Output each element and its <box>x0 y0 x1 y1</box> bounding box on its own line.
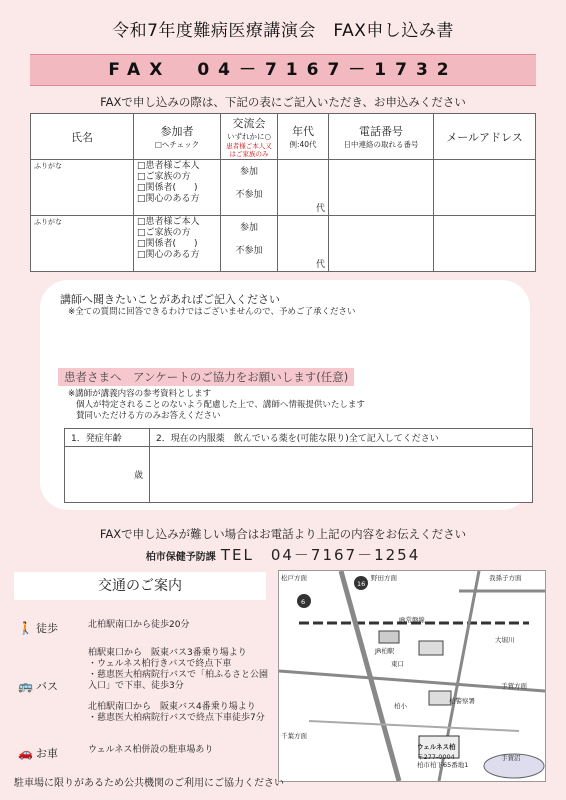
map-label: 手賀方面 <box>501 682 527 690</box>
fax-number: FAX 04－7167－1732 <box>108 60 458 80</box>
map-label: 16 <box>357 580 366 588</box>
header-phone: 電話番号 日中連絡の取れる番号 <box>329 114 434 160</box>
walk-text: 北柏駅南口から徒歩20分 <box>88 620 190 630</box>
map-label: ウェルネス柏 <box>417 743 456 751</box>
email-field[interactable] <box>434 160 536 216</box>
map-drawing <box>279 571 545 781</box>
map-label: 野田方面 <box>371 574 397 582</box>
survey-title: 患者さまへ アンケートのご協力をお願いします(任意) <box>58 368 354 386</box>
bus-label: 🚌 バス <box>18 679 58 693</box>
survey-col-medicine: 2．現在の内服薬 飲んでいる薬を(可能な限り)全て記入してください <box>150 429 533 447</box>
name-field[interactable]: ふりがな <box>31 216 134 272</box>
bus-icon: 🚌 <box>18 679 33 693</box>
access-map <box>278 570 546 782</box>
walk-label: 🚶 徒歩 <box>18 621 58 635</box>
map-label: 千葉方面 <box>281 732 307 740</box>
car-label: 🚗 お車 <box>18 746 58 760</box>
map-label: 6 <box>301 598 306 606</box>
map-address: 〒277-0004 <box>417 753 455 761</box>
survey-notes: ※講師が講義内容の参考資料とします 個人が特定されることのないよう配慮した上で、講師へ情報提供いたします 賛同いただける方のみお答えください <box>68 389 365 421</box>
map-label: 松戸方面 <box>281 574 307 582</box>
access-car <box>18 745 276 761</box>
car-icon: 🚗 <box>18 746 33 760</box>
survey-table <box>64 428 533 503</box>
phone-field[interactable] <box>329 160 434 216</box>
map-label: JR常磐線 <box>399 616 425 624</box>
access-bus <box>18 648 276 724</box>
car-text: ウェルネス柏併設の駐車場あり <box>88 745 214 755</box>
exchange-choice[interactable]: 参加 不参加 <box>221 216 278 272</box>
map-address: 柏市柏下65番地1 <box>417 761 469 769</box>
access-walk <box>18 620 276 636</box>
parking-note: 駐車場に限りがあるため公共機関のご利用にご協力ください <box>14 778 284 789</box>
email-field[interactable] <box>434 216 536 272</box>
fax-number-bar <box>30 54 536 86</box>
question-note: ※全ての質問に回答できるわけではございませんので、予めご了承ください <box>68 307 356 317</box>
map-label: JR柏駅 <box>375 647 395 655</box>
header-email: メールアドレス <box>434 114 536 160</box>
map-label: 東口 <box>391 660 404 668</box>
medicine-field[interactable] <box>150 447 533 503</box>
header-age: 年代 例:40代 <box>278 114 329 160</box>
bus-text: 柏駅東口から 阪東バス3番乗り場より ・ウェルネス柏行きバスで終点下車 ・慈恵医大柏病院行バスで「柏ふるさと公園 入口」で下車、徒歩3分 北柏駅南口から 阪東バス4番乗り場より ・慈恵医大柏病院行バスで終点下車徒歩7分 <box>88 648 269 723</box>
map-label: 我孫子方面 <box>489 574 522 582</box>
header-exchange: 交流会 いずれかに○ 患者様ご本人又はご家族のみ <box>221 114 278 160</box>
org-name: 柏市保健予防課 <box>145 552 216 563</box>
instruction-text: FAXで申し込みの際は、下記の表にご記入いただき、お申込みください <box>100 95 466 109</box>
application-table <box>30 113 536 272</box>
age-field[interactable]: 代 <box>278 160 329 216</box>
map-label: 大堀川 <box>495 636 515 644</box>
contact-line <box>0 544 566 565</box>
map-label: 柏小 <box>394 702 407 710</box>
page-title: 令和7年度難病医療講演会 FAX申し込み書 <box>112 21 454 41</box>
participant-options[interactable]: □患者様ご本人 □ご家族の方 □関係者( ) □関心のある方 <box>134 160 221 216</box>
map-label: 柏警察署 <box>449 697 475 705</box>
phone-instruction: FAXで申し込みが難しい場合はお電話より上記の内容をお伝えください <box>99 527 467 541</box>
header-participant: 参加者 □へチェック <box>134 114 221 160</box>
access-header: 交通のご案内 <box>14 572 266 600</box>
header-name: 氏名 <box>31 114 134 160</box>
phone-field[interactable] <box>329 216 434 272</box>
contact-tel[interactable]: TEL 04－7167－1254 <box>220 546 421 564</box>
onset-age-field[interactable]: 歳 <box>65 447 150 503</box>
age-field[interactable]: 代 <box>278 216 329 272</box>
survey-col-age: 1．発症年齢 <box>65 429 150 447</box>
participant-options[interactable]: □患者様ご本人 □ご家族の方 □関係者( ) □関心のある方 <box>134 216 221 272</box>
exchange-choice[interactable]: 参加 不参加 <box>221 160 278 216</box>
table-row <box>31 216 536 272</box>
table-row <box>31 160 536 216</box>
question-label: 講師へ聞きたいことがあればご記入ください <box>60 293 280 306</box>
name-field[interactable]: ふりがな <box>31 160 134 216</box>
walking-person-icon: 🚶 <box>18 621 33 635</box>
map-label: 手賀沼 <box>501 754 521 762</box>
